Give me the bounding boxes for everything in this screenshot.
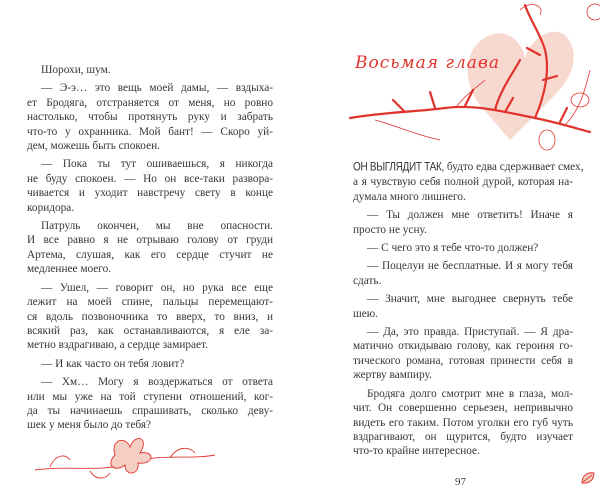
text-line: сдать.	[353, 274, 382, 287]
chapter-title: Восьмая глава	[355, 53, 500, 73]
text-line: Шорохи, шум.	[41, 64, 111, 76]
text-line: а я чувствую себя полной дурой, которая на-	[353, 176, 573, 189]
text-line: — Да, это правда. Приступай. — Я дра-	[367, 326, 573, 339]
text-line: И все равно я не отрываю голову от груди	[27, 234, 273, 247]
text-line: — С чего это я тебе что-то должен?	[367, 242, 539, 255]
text-line: Артема, слушая, как его сердце стучит не	[27, 248, 273, 261]
text-line: ет Бродяга, отстраняется от меня, но ровно	[27, 96, 273, 109]
paragraph	[27, 219, 273, 277]
page-number: 97	[455, 476, 466, 488]
paragraph	[27, 81, 273, 153]
text-line: Бродяга долго смотрит мне в глаза, мол-	[367, 387, 573, 400]
paragraph	[353, 160, 584, 204]
text-line: ся вдоль позвоночника то вверх, то вниз, и	[27, 310, 273, 323]
text-line: видеть его таким. Потом уголки его губ чуть	[353, 416, 573, 429]
text-line: — Ушел, — говорит он, но рука все еще	[41, 281, 273, 294]
text-line: — Э-э… это вещь моей дамы, — вздыха-	[41, 82, 273, 95]
paragraph	[353, 259, 573, 288]
text-span: будто едва сдерживает смех,	[444, 161, 584, 173]
paragraph	[27, 281, 273, 353]
text-line: матично откидываю голову, как героиня го-	[353, 340, 573, 353]
text-line: что-то крайне интересное.	[353, 445, 480, 458]
paragraph	[353, 241, 573, 255]
text-line: — Поцелуи не бесплатные. И я могу тебя	[367, 260, 573, 273]
paragraph	[353, 292, 573, 321]
text-line: думала много лишнего.	[353, 190, 466, 203]
right-page-text	[353, 160, 584, 459]
text-line: тического романа, готовая принести себя в	[353, 354, 573, 367]
text-line: чивается и уходит навстречу свету в конце	[27, 187, 273, 200]
paragraph	[27, 157, 273, 215]
text-line: шею.	[353, 307, 378, 320]
paragraph	[353, 325, 573, 383]
text-line: — И как часто он тебя ловит?	[41, 357, 185, 370]
text-line: не буду спокоен. — Но он все-таки развора-	[27, 172, 273, 185]
text-line: просто не усну.	[353, 223, 427, 236]
text-line: всякий раз, как останавливаются, я еле за-	[27, 324, 273, 337]
text-line	[353, 160, 584, 175]
text-line: — Пока ты тут ошиваешься, я никогда	[41, 158, 273, 171]
text-line: — Хм… Могу я воздержаться от ответа	[41, 376, 273, 389]
text-line: или мы уже на той ступени отношений, ког-	[27, 390, 273, 403]
leaf-icon	[580, 470, 596, 486]
paragraph	[27, 357, 273, 371]
floral-ornament	[30, 425, 220, 485]
paragraph	[353, 387, 573, 459]
paragraph	[27, 63, 273, 77]
text-line: дем, можешь быть спокоен.	[27, 140, 160, 153]
text-line: Патруль окончен, мы вне опасности.	[41, 220, 273, 233]
thorn-vine-heart-illustration	[345, 0, 600, 160]
text-line: коридора.	[27, 201, 75, 214]
text-line: вздрагивают, он щурится, будто изучает	[353, 430, 573, 443]
text-line: шек у меня было до тебя?	[27, 419, 152, 432]
text-line: да ты начинаешь спрашивать, сколько деву-	[27, 404, 273, 417]
text-line: метно вздрагиваю, а сердце замирает.	[27, 339, 208, 352]
text-line: жертву вампиру.	[353, 369, 432, 382]
text-line: лежит на моей спине, пальцы перемещают-	[27, 296, 273, 309]
text-line: медленнее моего.	[27, 263, 112, 276]
text-line: настолько, чтобы протянуть руку и забрать	[27, 111, 273, 124]
text-line: — Ты должен мне ответить! Иначе я	[367, 209, 573, 222]
lead-caps: ОН ВЫГЛЯДИТ ТАК,	[353, 160, 445, 174]
text-line: чит. Он совершенно серьезен, непривычно	[353, 402, 573, 415]
text-line: — Значит, мне выгоднее свернуть тебе	[367, 293, 573, 306]
text-line: что-то у охранника. Мой бант! — Скоро уй-	[27, 125, 273, 138]
left-page-text	[27, 63, 273, 433]
paragraph	[353, 208, 573, 237]
